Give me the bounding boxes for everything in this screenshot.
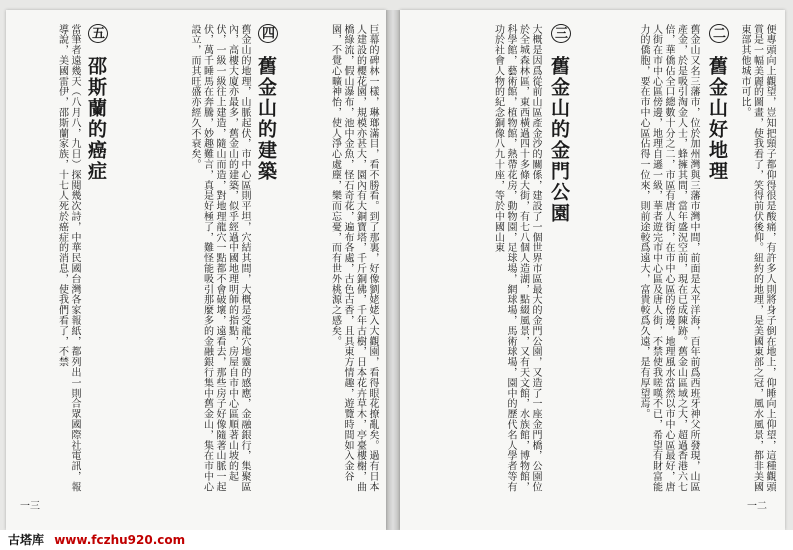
section-four-text: 舊金山的地理，山脈起伏，市中心區則平坦，穴結其間，大概是受龍穴地靈的感應，金融銀行，集聚區內，高樓大廈亦最多，舊金山的建築，似乎經過中國地理明師的指點，房屋自市中心區順著山坡的起伏，一級一級往上建造，隨山而造，對地理龍穴一點都不會破壞，遠看去，那些房子好像隨著山脈一起伏，萬千睡馬在奔騰，妙趣難言，真是好極了，難怪能吸引那麼多的金融銀行集中舊金山，集在市中心設立，而其旺盛亦經久不衰矣。 [189, 24, 250, 492]
footer-url[interactable]: www.fczhu920.com [54, 533, 186, 547]
section-three-heading [548, 24, 571, 264]
right-intro-text: 便專頭向上觀望，豈知把頸子都仰得很是酸痛，有許多人則將身子倒在地上，仰睡向上仰望，這種觀頭賞是一幅美麗的圖畫，使我看了，笑得前伏後仰。紐約的地理，是美國東部之冠，風水風景，都非美國東部其他城市可比。 [739, 24, 775, 492]
book-gutter [386, 10, 400, 530]
section-five-heading [85, 24, 108, 224]
left-page [6, 10, 386, 530]
section-five-title: 邵斯蘭的癌症 [85, 55, 107, 182]
section-three-number: 三 [551, 24, 571, 43]
section-two-number: 二 [709, 24, 729, 43]
section-four-title: 舊金山的建築 [255, 55, 277, 182]
right-page-number: 一二 [747, 501, 767, 512]
section-three-text: 大概是因爲從前山區產金沙的關係，建設了一個世界市區最大的金門公園，又造了一座金門橋，公園位於全城森林區，東西橫過四十多條大街，有七八個人造湖，點綴風景，又有天文館，水族館，博物館，科學館，藝術館，植物館，熱帶花房，動物園，足球場，網球場，馬術球場，園中的歷代名人學者等有功於社會人物的紀念銅像八九十座，等於中國山東 [492, 24, 541, 492]
section-five-text: 當筆者遠幾天（八月八，九日）探閱幾次詩，中華民國台灣各家報紙，都列出一則合眾國際社電訊，報導說，美國雷伊，邵斯蘭家族，十七人死於癌症的消息，使我們看了，不禁 [56, 24, 80, 492]
footer-watermark [0, 530, 793, 550]
section-five-number: 五 [88, 24, 108, 43]
left-intro-text: 巨幕的碑林一樣，琳瑯滿目，看不勝看。到了那裏，好像劉姥姥入大觀園，看得眼花撩亂矣。過有日本人建設的櫻花園，規模亦甚大，園內有大銅寶塔，千斤銅佛，千年古樹，日本花卉草木，亭臺樓榭，曲橋綠流，假山瀑布，池中金魚，怪石奇花，遍布各處，古色古香，且具東方情趣，遊覽時間如入金谷園，不覺心曠神怡，使人淨心處塵，樂而忘憂，而有世外桃源之感矣。 [329, 24, 378, 492]
section-three-title: 舊金山的金門公園 [548, 55, 570, 224]
section-two-title: 舊金山好地理 [706, 55, 728, 182]
section-four-heading [255, 24, 278, 224]
section-four-number: 四 [258, 24, 278, 43]
section-two-heading [706, 24, 729, 224]
right-page [400, 10, 785, 530]
section-two-text: 舊金山又名三藩市，位於加州灣與三藩市灣中間，前面是太平洋海，百年前爲西班牙神父所發現，山區產金，於是吸引淘金人士，蜂擁其間，當年盛況空前，現在已成陳跡。舊金山區域之大，超過香港六七倍，華僑佔全口總數十分之二，市區有唐人街，在市中心區的傍邊，地理風水當然以市中心區最好，唐人街在市中心區傍邊，地理自遜一級，華者遊完市中心區及唐人街，不禁使我嗟嘆不已，希望有財富能力的僑胞，要在市中心區佔得一位來，則前途較爲遠大，富貴較爲久遠，是有厚望焉。 [638, 24, 699, 492]
footer-logo-text: 古塔库 [8, 533, 45, 547]
left-page-number: 一三 [20, 501, 40, 512]
